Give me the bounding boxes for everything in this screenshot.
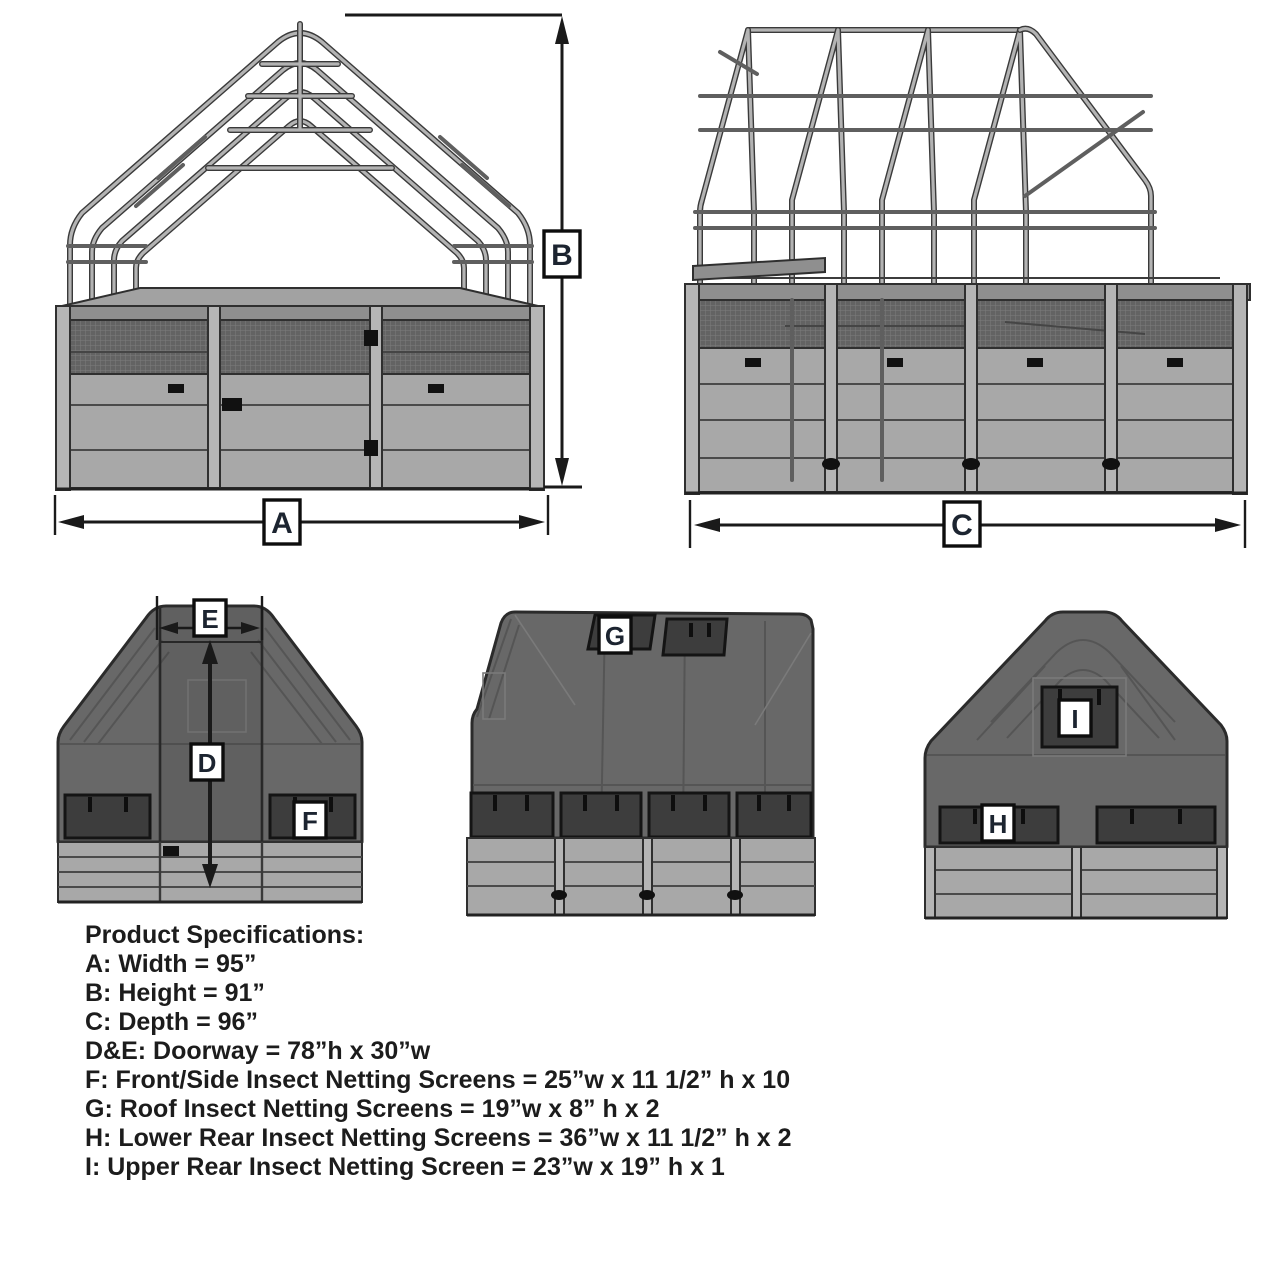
insect-screen-f-left [65,795,150,838]
spec-line-lower-rear-screens: H: Lower Rear Insect Netting Screens = 36”w x 11 1/2” h x 2 [85,1124,792,1152]
bed-top-board [693,258,825,280]
dim-label-width: A [271,507,293,540]
label-g [599,617,631,653]
front-frame-view [40,0,605,550]
label-f [294,802,326,838]
side-covered-view [455,585,855,935]
dim-arrow-c [690,500,1245,548]
front-garden-bed [56,288,544,490]
dim-label-lower-rear-screen: H [988,809,1008,839]
spec-line-doorway: D&E: Doorway = 78”h x 30”w [85,1037,431,1065]
label-h [982,805,1014,841]
side-frame-view [675,0,1265,550]
panel-handle [428,384,444,393]
dim-label-doorway-height: D [197,748,217,778]
spec-line-depth: C: Depth = 96” [85,1008,258,1036]
product-specifications [85,921,845,1182]
specs-title: Product Specifications: [85,921,365,949]
door-hinge [364,330,378,346]
door-hinge [364,440,378,456]
spec-line-width: A: Width = 95” [85,950,257,978]
insect-screen-h-right [1097,807,1215,843]
covered-rear-base [925,847,1227,918]
dim-label-front-side-screen: F [302,806,318,836]
dim-label-upper-rear-screen: I [1071,704,1079,734]
side-lower-screens [471,793,811,837]
side-frame-pipes [695,29,1155,290]
panel-handle [168,384,184,393]
spec-line-front-side-screens: F: Front/Side Insect Netting Screens = 25”w x 11 1/2” h x 10 [85,1066,791,1094]
covered-side-base [467,838,815,915]
dim-label-doorway-width: E [201,604,219,634]
spec-line-height: B: Height = 91” [85,979,265,1007]
dim-label-roof-screen: G [604,621,626,651]
dim-arrow-a [55,495,548,544]
front-covered-view [40,590,390,920]
rear-covered-view [895,590,1255,935]
label-i [1059,700,1091,736]
side-garden-bed [685,258,1250,494]
spec-line-roof-screens: G: Roof Insect Netting Screens = 19”w x 8” h x 2 [85,1095,660,1123]
door-latch [163,846,179,856]
dim-label-height: B [551,239,573,272]
roof-screen-g-right [663,619,727,655]
front-frame-pipes [68,24,532,312]
dim-label-depth: C [951,509,973,542]
door-latch [222,398,242,411]
spec-line-upper-rear-screen: I: Upper Rear Insect Netting Screen = 23”w x 19” h x 1 [85,1153,725,1181]
